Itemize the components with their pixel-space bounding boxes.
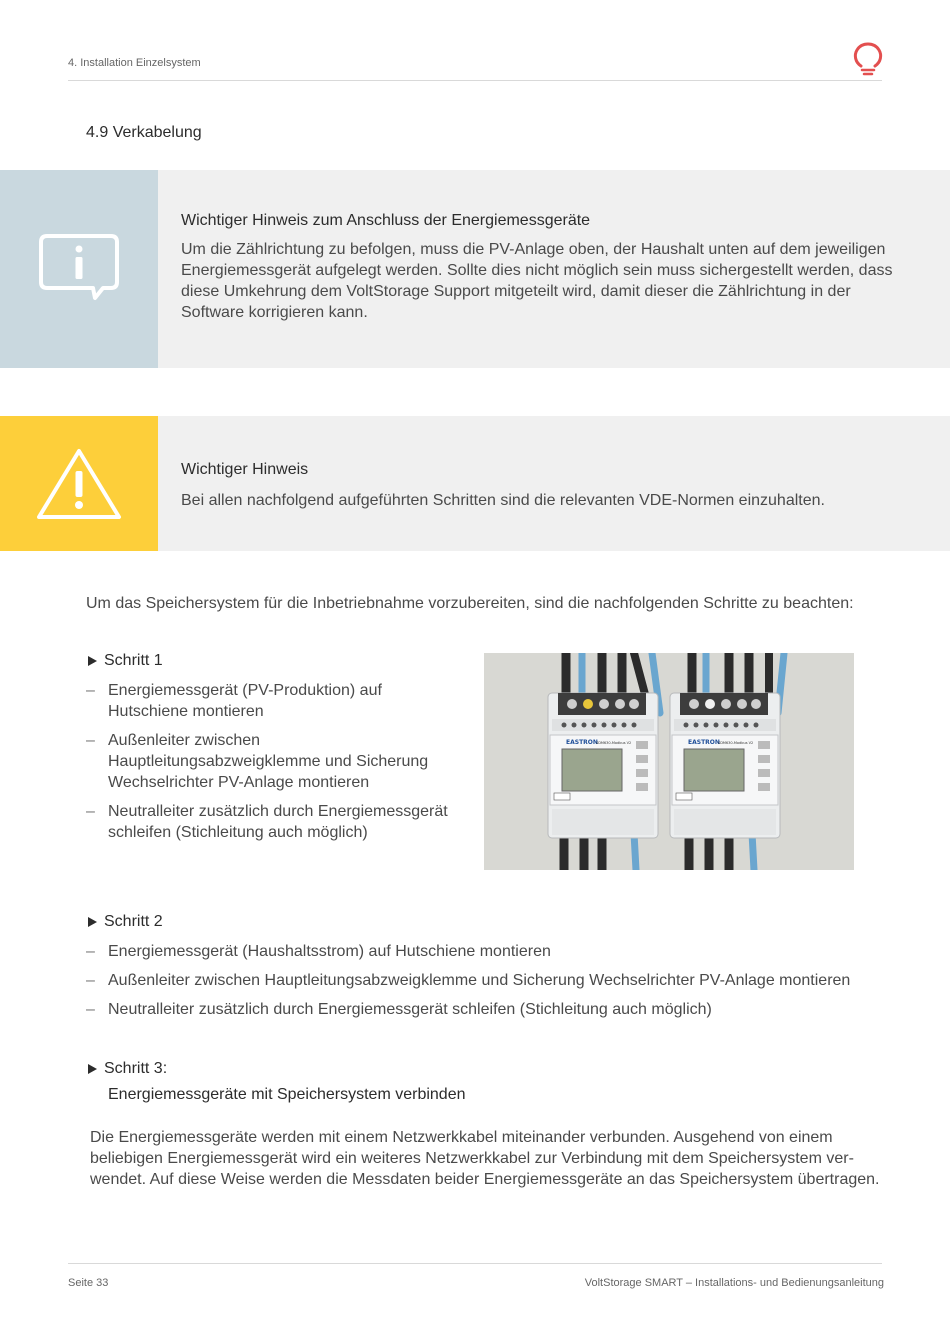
step-3-heading (88, 1060, 167, 1078)
warning-triangle-icon (35, 447, 123, 521)
step-2-heading (88, 913, 163, 931)
info-box-body: Um die Zählrichtung zu befolgen, muss die PV-Anlage oben, der Haushalt unten auf dem jeweiligen Energiemessgerät aufgelegt werden. Sollte dies nicht möglich sein muss sichergestellt werden, dass diese Umkehrung dem VoltStorage Support mitgeteilt wird, damit dieser die Zählrichtung in der Software korrigieren kann. (181, 241, 893, 321)
header-divider (68, 80, 882, 81)
info-icon-panel (0, 170, 158, 368)
step-3-subtitle: Energiemessgeräte mit Speichersystem verbinden (108, 1086, 466, 1103)
warning-box-body: Bei allen nachfolgend aufgeführten Schritten sind die relevanten VDE-Normen einzuhalten. (181, 492, 825, 509)
step-1-list (86, 680, 458, 851)
warning-notice-box (0, 416, 950, 551)
step-1-heading (88, 652, 163, 670)
energy-meters-photo (484, 653, 854, 870)
list-item: – Energiemessgerät (Haushaltsstrom) auf Hutschiene montieren (86, 943, 551, 960)
energy-meter-1 (548, 693, 658, 838)
header-section-label: 4. Installation Einzelsystem (68, 57, 201, 69)
list-item: – Außenleiter zwischen Hauptleitungsabzweigklemme und Sicherung Wechselrichter PV-Anlage montieren (86, 732, 429, 791)
svg-text:EASTRON: EASTRON (566, 739, 598, 746)
list-item: – Außenleiter zwischen Hauptleitungsabzweigklemme und Sicherung Wechselrichter PV-Anlage montieren (86, 972, 851, 989)
energy-meter-2 (670, 693, 780, 838)
info-speech-bubble-icon (37, 233, 121, 305)
intro-paragraph: Um das Speichersystem für die Inbetriebnahme vorzubereiten, sind die nachfolgenden Schritte zu beachten: (86, 595, 854, 612)
list-item: – Neutralleiter zusätzlich durch Energiemessgerät schleifen (Stichleitung auch möglich) (86, 1001, 712, 1018)
svg-text:SDM630-Modbus V2: SDM630-Modbus V2 (596, 741, 632, 745)
list-item: – Neutralleiter zusätzlich durch Energiemessgerät schleifen (Stichleitung auch möglich) (86, 803, 448, 841)
step-2-list (86, 941, 876, 1028)
document-title: VoltStorage SMART – Installations- und Bedienungsanleitung (584, 1277, 884, 1289)
info-notice-box (0, 170, 950, 368)
section-title: 4.9 Verkabelung (86, 124, 202, 141)
svg-text:EASTRON: EASTRON (688, 739, 720, 746)
voltstorage-logo-icon (852, 41, 884, 77)
triangle-bullet-icon (88, 656, 97, 666)
triangle-bullet-icon (88, 1064, 97, 1074)
warning-icon-panel (0, 416, 158, 551)
warning-box-title: Wichtiger Hinweis (181, 461, 309, 478)
svg-text:SDM630-Modbus V2: SDM630-Modbus V2 (718, 741, 754, 745)
step-1-title: Schritt 1 (104, 652, 163, 669)
list-item: – Energiemessgerät (PV-Produktion) auf Hutschiene montieren (86, 682, 382, 720)
page-number: Seite 33 (68, 1277, 109, 1289)
info-box-title: Wichtiger Hinweis zum Anschluss der Energiemessgeräte (181, 212, 591, 229)
footer-divider (68, 1263, 882, 1264)
triangle-bullet-icon (88, 917, 97, 927)
step-3-title: Schritt 3: (104, 1060, 168, 1077)
step-3-body: Die Energiemessgeräte werden mit einem Netzwerkkabel miteinander verbunden. Ausgehend von einem beliebigen Energiemessgerät wird ein weiteres Netzwerkkabel zur Verbindung mit dem Speichersystem ver-wendet. Auf diese Weise werden die Messdaten beider Energiemessgeräte an das Speichersystem übertragen. (90, 1129, 880, 1188)
step-2-title: Schritt 2 (104, 913, 163, 930)
